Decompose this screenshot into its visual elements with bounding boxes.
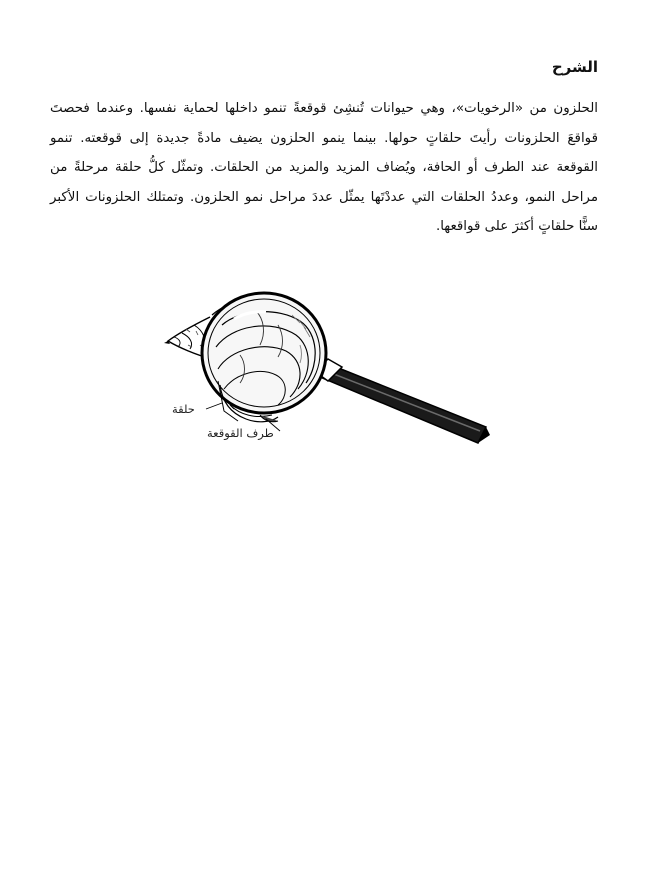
snail-shell-magnifier-illustration <box>160 285 500 455</box>
section-heading: الشرح <box>551 58 598 76</box>
explanation-paragraph: الحلزون من «الرخويات»، وهي حيوانات تُنشِئ قوقعةً تنمو داخلها لحماية نفسها. وعندما فحصتَ قواقعَ الحلزونات رأيتَ حلقاتٍ حولها. بينما ينمو الحلزون يضيف مادةً جديدة إلى قوقعته. تنمو القوقعة عند الطرف أو الحافة، ويُضاف المزيد والمزيد من الحلقات. وتمثّل كلُّ حلقة مرحلةً من مراحل النمو، وعددُ الحلقات التي عددْتَها يمثّل عددَ مراحل نمو الحلزون. وتمتلك الحلزونات الأكبر سنًّا حلقاتٍ أكثرَ على قواقعها. <box>50 101 598 234</box>
magnifier-handle <box>314 359 490 443</box>
ring-label: حلقة <box>172 402 195 416</box>
shell-tip-label: طرف القوقعة <box>207 426 274 440</box>
ring-leader-line <box>206 403 222 409</box>
